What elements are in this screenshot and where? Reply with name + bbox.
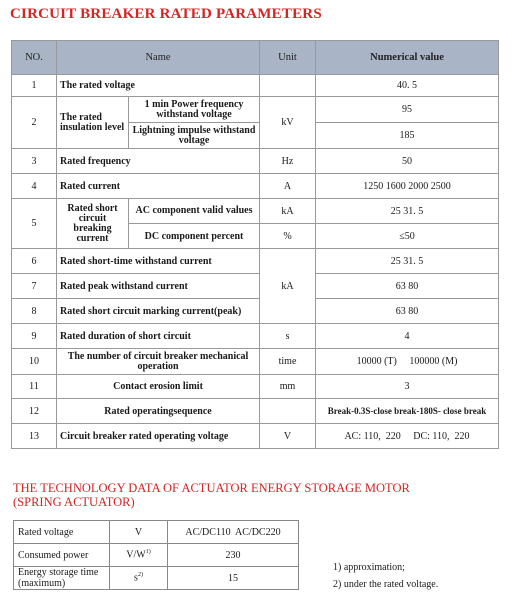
row-no: 5 [12,199,57,249]
row-unit: s [260,324,316,349]
footnote-mark: 2) [137,572,143,579]
col-header-value: Numerical value [316,41,499,75]
row-name: Rated peak withstand current [57,274,260,299]
table-row [14,544,299,567]
table-row [12,324,499,349]
row-no: 11 [12,375,57,399]
row-name: Rated short circuit marking current(peak) [57,299,260,324]
row-value: 1250 1600 2000 2500 [316,174,499,199]
motor-section-title: THE TECHNOLOGY DATA OF ACTUATOR ENERGY STORAGE MOTOR (SPRING ACTUATOR) [13,481,410,509]
table-row [12,399,499,424]
row-no: 8 [12,299,57,324]
motor-row-value: 230 [168,544,299,567]
table-row [12,75,499,97]
footnote-2: 2) under the rated voltage. [333,579,439,590]
row-unit: kA [260,249,316,324]
motor-row-unit: V [110,521,168,544]
row-no: 10 [12,349,57,375]
footnote-mark: 1) [145,549,151,556]
row-value: 3 [316,375,499,399]
motor-row-unit [110,544,168,567]
motor-row-name: Rated voltage [14,521,110,544]
col-header-unit: Unit [260,41,316,75]
table-row [12,249,499,274]
row-subname: 1 min Power frequency withstand voltage [129,97,260,123]
row-unit: % [260,224,316,249]
table-row [12,349,499,375]
table-row [12,424,499,449]
row-name: The rated insulation level [57,97,129,149]
motor-data-table [13,520,299,590]
unit-text: s [134,572,138,584]
row-subname: DC component percent [129,224,260,249]
row-value: ≤50 [316,224,499,249]
row-no: 13 [12,424,57,449]
col-header-name: Name [57,41,260,75]
table-row [12,174,499,199]
row-value: 25 31. 5 [316,199,499,224]
row-name: Circuit breaker rated operating voltage [57,424,260,449]
row-no: 1 [12,75,57,97]
table-row [12,274,499,299]
row-name: The rated voltage [57,75,260,97]
motor-row-unit [110,567,168,590]
motor-row-name: Energy storage time (maximum) [14,567,110,590]
row-value: 40. 5 [316,75,499,97]
footnote-1: 1) approximation; [333,562,405,573]
row-name: Rated short circuit breaking current [57,199,129,249]
row-name: Contact erosion limit [57,375,260,399]
row-no: 2 [12,97,57,149]
row-unit: time [260,349,316,375]
row-name: Rated duration of short circuit [57,324,260,349]
row-value: 25 31. 5 [316,249,499,274]
table-row [14,521,299,544]
row-no: 3 [12,149,57,174]
table-row [14,567,299,590]
row-value: 63 80 [316,299,499,324]
table-row [12,97,499,123]
row-value: 50 [316,149,499,174]
row-no: 6 [12,249,57,274]
rated-parameters-table [11,40,499,449]
footnotes [333,559,438,593]
motor-row-value: AC/DC110 AC/DC220 [168,521,299,544]
row-unit: V [260,424,316,449]
row-value: 185 [316,123,499,149]
col-header-no: NO. [12,41,57,75]
table-header-row [12,41,499,75]
row-value: AC: 110, 220 DC: 110, 220 [316,424,499,449]
table-row [12,299,499,324]
row-unit: A [260,174,316,199]
motor-row-value: 15 [168,567,299,590]
row-no: 4 [12,174,57,199]
table-row [12,149,499,174]
row-no: 12 [12,399,57,424]
row-no: 7 [12,274,57,299]
row-value: 63 80 [316,274,499,299]
row-unit [260,75,316,97]
row-value: 4 [316,324,499,349]
row-name: Rated current [57,174,260,199]
row-value: 10000 (T) 100000 (M) [316,349,499,375]
table-row [12,375,499,399]
row-no: 9 [12,324,57,349]
unit-text: V/W [126,549,146,561]
row-name: Rated short-time withstand current [57,249,260,274]
table-row [12,199,499,224]
row-subname: AC component valid values [129,199,260,224]
row-subname: Lightning impulse withstand voltage [129,123,260,149]
row-value: 95 [316,97,499,123]
row-name: The number of circuit breaker mechanical operation [57,349,260,375]
page-title: CIRCUIT BREAKER RATED PARAMETERS [10,6,322,22]
row-name: Rated frequency [57,149,260,174]
row-unit: mm [260,375,316,399]
row-unit: kA [260,199,316,224]
row-value: Break-0.3S-close break-180S- close break [316,399,499,424]
row-unit [260,399,316,424]
row-unit: Hz [260,149,316,174]
motor-row-name: Consumed power [14,544,110,567]
row-unit: kV [260,97,316,149]
row-name: Rated operatingsequence [57,399,260,424]
